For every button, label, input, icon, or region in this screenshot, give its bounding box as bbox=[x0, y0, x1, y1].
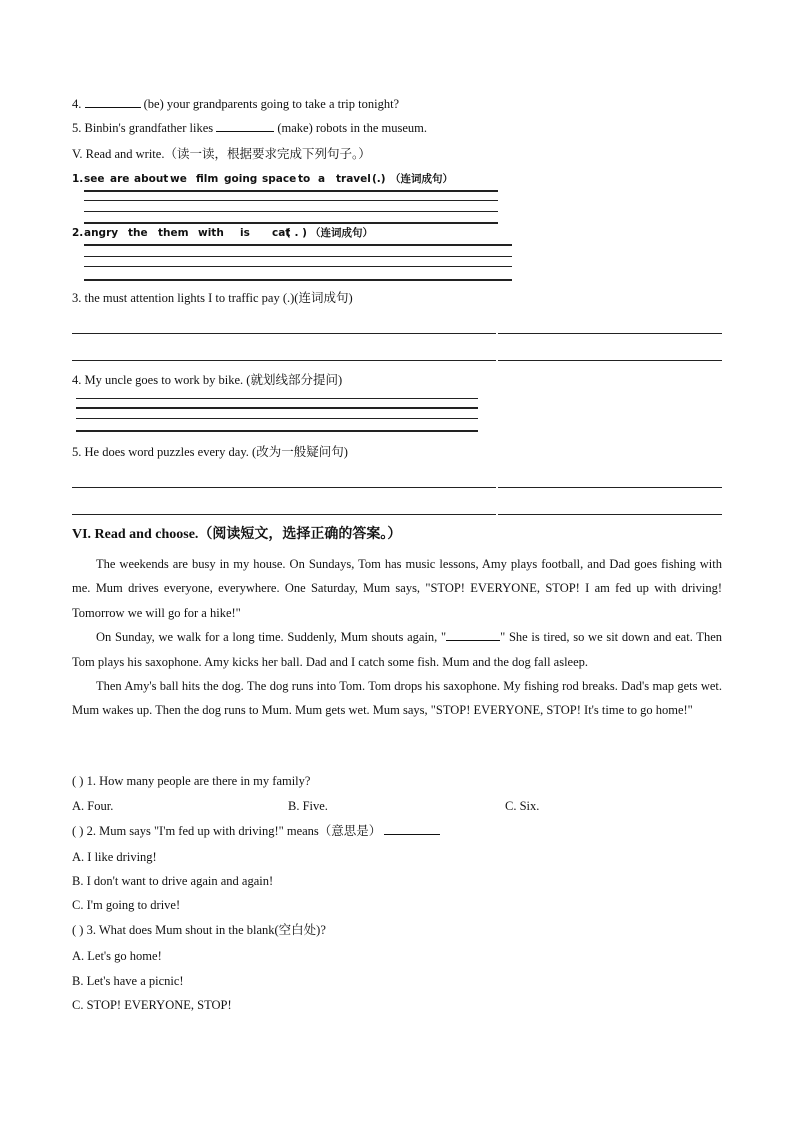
question-number: 4. bbox=[72, 97, 82, 111]
writing-line bbox=[84, 266, 512, 267]
answer-line[interactable] bbox=[72, 333, 496, 334]
word: we bbox=[170, 173, 187, 185]
word: are bbox=[110, 173, 130, 185]
word: is bbox=[240, 227, 250, 239]
writing-line bbox=[84, 222, 498, 224]
writing-line bbox=[76, 430, 478, 432]
v-question-2-words bbox=[72, 227, 512, 241]
option-c[interactable]: C. I'm going to drive! bbox=[72, 898, 181, 912]
option-a[interactable]: A. Four. bbox=[72, 799, 114, 813]
passage-text: On Sunday, we walk for a long time. Suddenly, Mum shouts again, " bbox=[96, 630, 447, 645]
v-question-5: 5. He does word puzzles every day. (改为一般疑问句) bbox=[72, 445, 348, 459]
answer-blank[interactable] bbox=[216, 120, 274, 132]
instruction-note: （连词成句） bbox=[310, 227, 373, 239]
instruction-note: （连词成句） bbox=[390, 173, 453, 185]
v-question-4: 4. My uncle goes to work by bike. (就划线部分提问) bbox=[72, 373, 343, 387]
writing-line bbox=[76, 398, 478, 399]
writing-line bbox=[76, 407, 478, 409]
v-question-1-words bbox=[72, 173, 502, 187]
word: a bbox=[318, 173, 326, 185]
passage-text: " She is tired, so we sit down and eat. Then Tom plays his saxophone. Amy kicks her ball. Dad and I catch some fish. Mum and the dog fall asleep. bbox=[72, 630, 722, 669]
answer-line[interactable] bbox=[498, 514, 722, 515]
question-5-fill bbox=[72, 120, 427, 136]
word: about bbox=[134, 173, 169, 185]
writing-line bbox=[76, 418, 478, 419]
word: film bbox=[196, 173, 219, 185]
word: travel bbox=[336, 173, 371, 185]
answer-blank[interactable] bbox=[85, 96, 141, 108]
option-c[interactable]: C. STOP! EVERYONE, STOP! bbox=[72, 998, 232, 1012]
word: angry bbox=[84, 227, 119, 239]
passage-paragraph: The weekends are busy in my house. On Sundays, Tom has music lessons, Amy plays football, and Dad goes fishing with me. Mum drives everyone, everywhere. One Saturday, Mum says, "STOP! EVERYONE, STOP! I am fed up with driving! Tomorrow we will go for a hike!" bbox=[72, 557, 722, 620]
punctuation: ( . ) bbox=[286, 227, 307, 239]
question-text: 5. Binbin's grandfather likes bbox=[72, 121, 214, 135]
answer-line[interactable] bbox=[72, 360, 496, 361]
passage-blank bbox=[446, 627, 500, 641]
question-text: (be) your grandparents going to take a trip tonight? bbox=[143, 97, 400, 111]
writing-line bbox=[84, 244, 512, 246]
section-v-title: V. Read and write.（读一读，根据要求完成下列句子。） bbox=[72, 147, 371, 161]
word: with bbox=[198, 227, 224, 239]
choice-question-1: ( ) 1. How many people are there in my family? bbox=[72, 774, 311, 788]
option-a[interactable]: A. I like driving! bbox=[72, 850, 157, 864]
writing-line bbox=[84, 256, 512, 257]
answer-line[interactable] bbox=[498, 487, 722, 488]
passage-paragraph bbox=[72, 625, 722, 674]
answer-blank[interactable] bbox=[384, 823, 440, 835]
choice-question-3: ( ) 3. What does Mum shout in the blank(空白处)? bbox=[72, 923, 326, 937]
writing-line bbox=[84, 190, 498, 192]
answer-line[interactable] bbox=[72, 487, 496, 488]
option-c[interactable]: C. Six. bbox=[505, 799, 540, 813]
question-number: 1. bbox=[72, 173, 84, 185]
punctuation: (.) bbox=[372, 173, 386, 185]
choice-question-2 bbox=[72, 823, 440, 839]
word: space bbox=[262, 173, 297, 185]
question-text: (make) robots in the museum. bbox=[277, 121, 427, 135]
answer-line[interactable] bbox=[72, 514, 496, 515]
writing-line bbox=[84, 200, 498, 201]
question-number: 2. bbox=[72, 227, 84, 239]
question-text: ( ) 2. Mum says "I'm fed up with driving!" means（意思是） bbox=[72, 824, 382, 838]
word: see bbox=[84, 173, 105, 185]
writing-line bbox=[84, 211, 498, 212]
answer-line[interactable] bbox=[498, 360, 722, 361]
section-vi-title: VI. Read and choose.（阅读短文，选择正确的答案。） bbox=[72, 527, 402, 542]
word: the bbox=[128, 227, 148, 239]
option-a[interactable]: A. Let's go home! bbox=[72, 949, 162, 963]
answer-line[interactable] bbox=[498, 333, 722, 334]
word: cat bbox=[272, 227, 291, 239]
reading-passage bbox=[72, 552, 722, 723]
v-question-3: 3. the must attention lights I to traffic pay (.)(连词成句) bbox=[72, 291, 353, 305]
word: them bbox=[158, 227, 189, 239]
option-b[interactable]: B. Five. bbox=[288, 799, 328, 813]
passage-paragraph: Then Amy's ball hits the dog. The dog runs into Tom. Tom drops his saxophone. My fishing rod breaks. Dad's map gets wet. Mum wakes up. Then the dog runs to Mum. Mum gets wet. Mum says, "STOP! EVERYONE, STOP! It's time to go home!" bbox=[72, 679, 722, 718]
question-4-fill bbox=[72, 96, 399, 112]
writing-line bbox=[84, 279, 512, 281]
word: to bbox=[298, 173, 311, 185]
option-b[interactable]: B. I don't want to drive again and again! bbox=[72, 874, 274, 888]
option-b[interactable]: B. Let's have a picnic! bbox=[72, 974, 184, 988]
word: going bbox=[224, 173, 258, 185]
